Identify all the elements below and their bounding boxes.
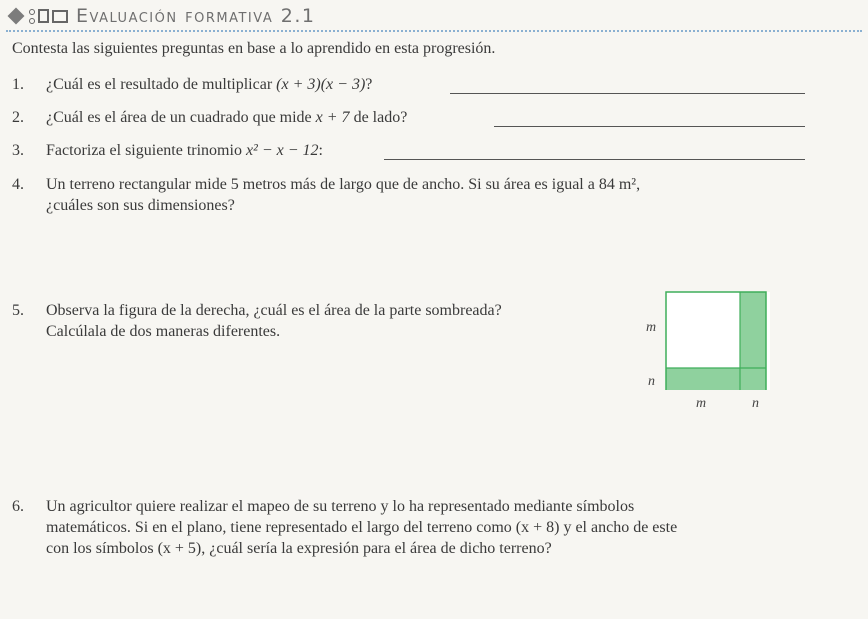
- question-4: [46, 174, 808, 216]
- question-text-line1: Observa la figura de la derecha, ¿cuál es el área de la parte sombreada?: [46, 302, 502, 319]
- question-6: [46, 496, 808, 559]
- question-number: 6.: [12, 498, 24, 515]
- answer-line-2[interactable]: [494, 126, 805, 127]
- question-4-number: [12, 174, 46, 195]
- label-n-side: n: [648, 374, 655, 389]
- question-text-line1: Un terreno rectangular mide 5 metros más de largo que de ancho. Si su área es igual a 84 m²,: [46, 176, 641, 193]
- section-header: [6, 2, 315, 30]
- question-number: 2.: [12, 109, 24, 126]
- question-math: x + 7: [315, 109, 350, 126]
- question-text: Factoriza el siguiente trinomio: [46, 142, 246, 159]
- dotted-divider: [6, 30, 862, 32]
- question-text-line2: matemáticos. Si en el plano, tiene representado el largo del terreno como (x + 8) y el ancho de este: [46, 519, 678, 536]
- instructions: Contesta las siguientes preguntas en base a lo aprendido en esta progresión.: [12, 40, 496, 57]
- question-text: ¿Cuál es el área de un cuadrado que mide: [46, 109, 316, 126]
- shaded-square-diagram: [660, 290, 780, 390]
- question-5-number: [12, 300, 46, 321]
- diamond-icon: [8, 8, 25, 25]
- question-number: 5.: [12, 302, 24, 319]
- question-1: 1. ¿Cuál es el resultado de multiplicar (x + 3)(x − 3)?: [12, 76, 373, 93]
- question-number: 3.: [12, 142, 24, 159]
- dots-icon: [29, 9, 35, 24]
- question-5: [46, 300, 646, 342]
- box-icon: [52, 10, 68, 23]
- question-math: x² − x − 12: [245, 142, 319, 159]
- label-m-bottom: m: [696, 396, 707, 411]
- document-icon: [38, 9, 49, 23]
- question-text-line2: Calcúlala de dos maneras diferentes.: [46, 323, 281, 340]
- question-6-number: [12, 496, 46, 517]
- question-number: 1.: [12, 76, 24, 93]
- question-number: 4.: [12, 176, 24, 193]
- section-title: Evaluación formativa 2.1: [76, 5, 316, 27]
- label-m-side: m: [646, 320, 657, 335]
- question-text-line2: ¿cuáles son sus dimensiones?: [46, 197, 235, 214]
- answer-line-3[interactable]: [384, 159, 805, 160]
- question-text: ¿Cuál es el resultado de multiplicar: [46, 76, 277, 93]
- question-math: (x + 3)(x − 3): [276, 76, 366, 93]
- question-text-line3: con los símbolos (x + 5), ¿cuál sería la expresión para el área de dicho terreno?: [46, 540, 552, 557]
- question-text-line1: Un agricultor quiere realizar el mapeo de su terreno y lo ha representado mediante símbolos: [46, 498, 635, 515]
- label-n-bottom: n: [752, 396, 759, 411]
- answer-line-1[interactable]: [450, 93, 805, 94]
- header-icons: [6, 9, 68, 24]
- question-2: 2. ¿Cuál es el área de un cuadrado que mide x + 7 de lado?: [12, 109, 408, 126]
- question-3: 3. Factoriza el siguiente trinomio x² − x − 12:: [12, 142, 323, 159]
- area-figure: [646, 290, 780, 411]
- shaded-strip-bottom: [666, 368, 766, 390]
